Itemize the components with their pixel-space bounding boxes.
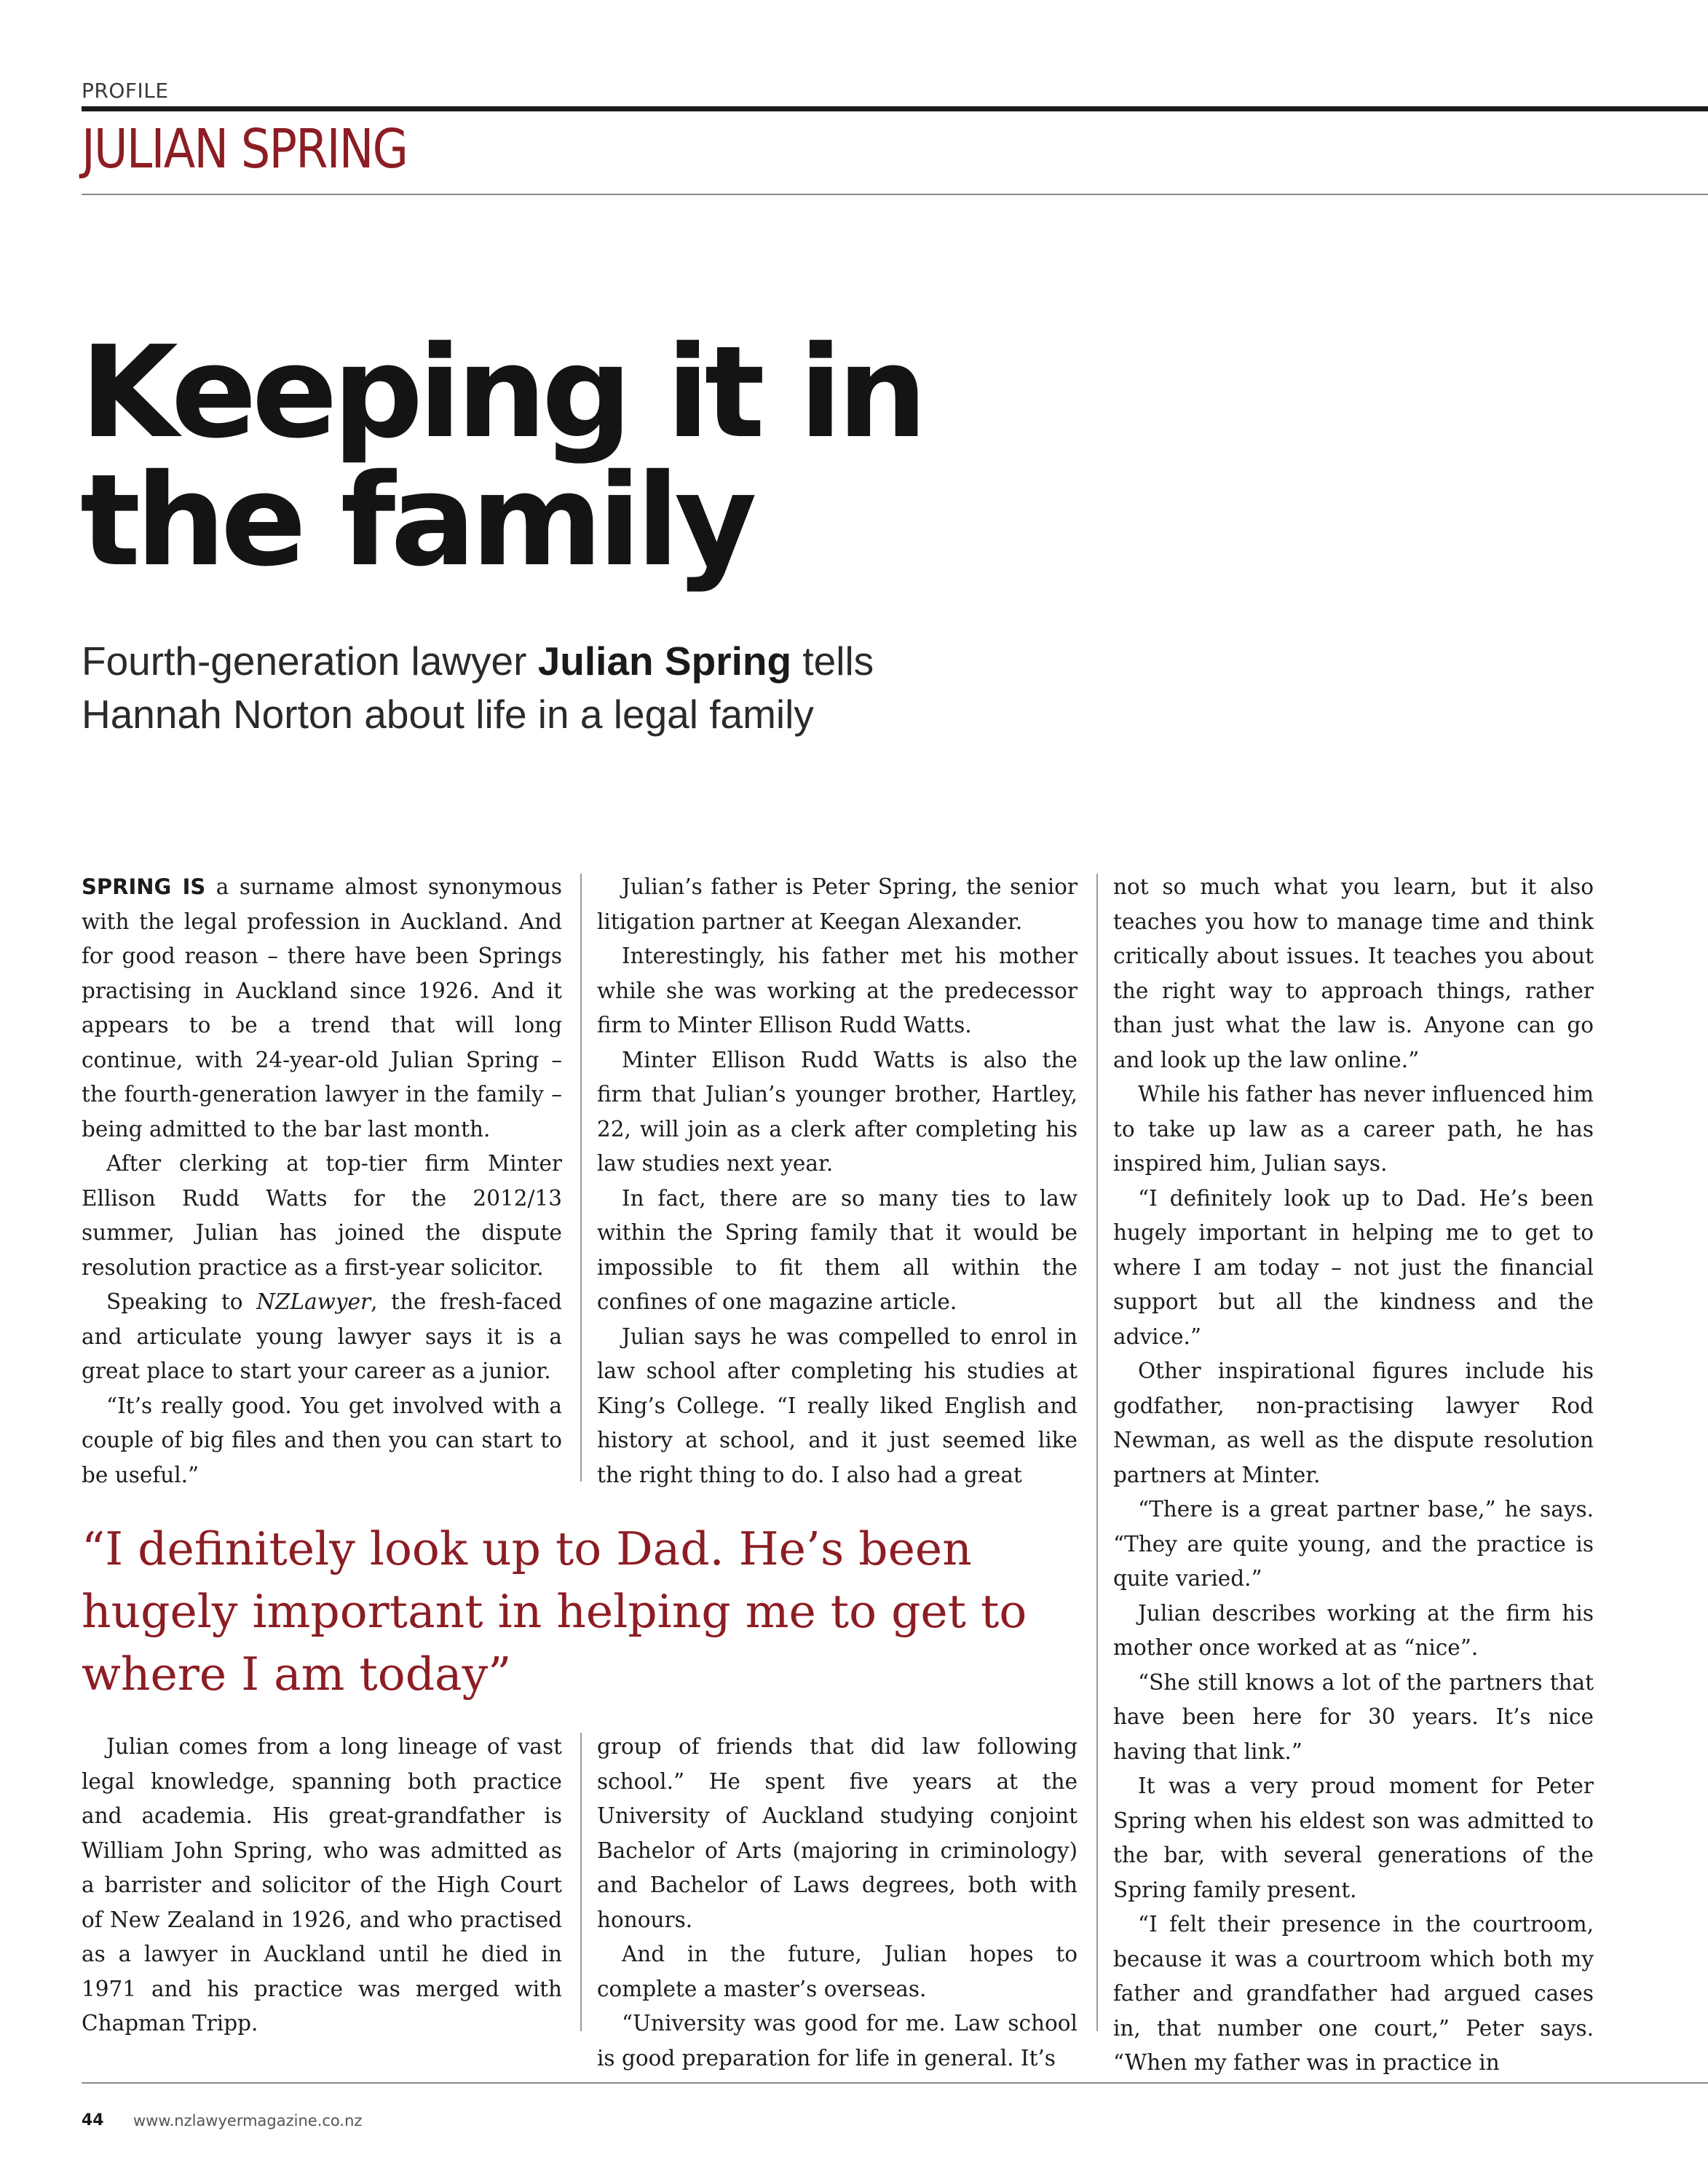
standfirst-subject: Julian Spring (537, 638, 792, 684)
paragraph: “I definitely look up to Dad. He’s been hugely important in helping me to get to where I am today – not just the financial support but all the kindness and the advice.” (1113, 1185, 1594, 1349)
section-label: PROFILE (82, 79, 169, 103)
paragraph-text: Speaking to (106, 1289, 257, 1314)
article-column-1-bottom (82, 1730, 562, 2041)
paragraph: group of friends that did law following school.” He spent five years at the University of Auckland studying conjoint Bachelor of Arts (majoring in criminology) and Bachelor of Laws degrees, both with honours. (597, 1734, 1078, 1932)
paragraph: “I felt their presence in the courtroom, because it was a courtroom which both my father and grandfather had argued cases in, that number one court,” Peter says. “When my father was in practice in (1113, 1912, 1594, 2075)
website-url[interactable]: www.nzlawyermagazine.co.nz (133, 2112, 363, 2129)
column-divider (1096, 874, 1098, 2031)
paragraph: “There is a great partner base,” he says. “They are quite young, and the practice is quite varied.” (1113, 1497, 1594, 1591)
paragraph: Julian describes working at the firm his mother once worked at as “nice”. (1113, 1600, 1594, 1660)
profile-name: JULIAN SPRING (82, 118, 408, 181)
lead-in: SPRING IS (82, 874, 206, 899)
headline-line-1: Keeping it in (80, 319, 922, 467)
standfirst-text-before: Fourth-generation lawyer (82, 638, 538, 684)
header-rule (82, 106, 1708, 111)
page-number: 44 (82, 2111, 104, 2129)
paragraph: Julian comes from a long lineage of vast legal knowledge, spanning both practice and academia. His great-grandfather is William John Spring, who was admitted as a barrister and solicitor of the High Court of New Zealand in 1926, and who practised as a lawyer in Auckland until he died in 1971 and his practice was merged with Chapman Tripp. (82, 1734, 562, 2036)
paragraph (82, 870, 562, 1147)
paragraph: In fact, there are so many ties to law within the Spring family that it would be impossible to fit them all within the confines of one magazine article. (597, 1185, 1078, 1314)
publication-name: NZLawyer (256, 1289, 371, 1314)
paragraph: Julian says he was compelled to enrol in law school after completing his studies at King’s College. “I really liked English and history at school, and it just seemed like the right thing to do. I also had a great (597, 1324, 1078, 1487)
paragraph: Julian’s father is Peter Spring, the senior litigation partner at Keegan Alexander. (597, 874, 1078, 934)
article-column-1-top (82, 870, 562, 1492)
paragraph: Interestingly, his father met his mother while she was working at the predecessor firm to Minter Ellison Rudd Watts. (597, 944, 1078, 1037)
article-column-2-bottom (597, 1730, 1078, 2076)
column-divider (580, 1733, 582, 2031)
paragraph: Other inspirational figures include his godfather, non-practising lawyer Rod Newman, as well as the dispute resolution partners at Minter. (1113, 1359, 1594, 1487)
paragraph-text: a surname almost synonymous with the legal profession in Auckland. And for good reason – there have been Springs practising in Auckland since 1926. And it appears to be a trend that will long continue, with 24-year-old Julian Spring – the fourth-generation lawyer in the family – being admitted to the bar last month. (82, 874, 562, 1142)
paragraph: “It’s really good. You get involved with a couple of big files and then you can start to be useful.” (82, 1393, 562, 1487)
article-column-3 (1113, 870, 1594, 2081)
article-column-2-top (597, 870, 1078, 1492)
standfirst (82, 635, 992, 741)
headline (80, 319, 1027, 595)
paragraph: not so much what you learn, but it also teaches you how to manage time and think critically about issues. It teaches you about the right way to approach things, rather than just what the law is. Anyone can go and look up the law online.” (1113, 874, 1594, 1072)
column-divider (580, 874, 582, 1482)
standfirst-text-after: tells Hannah Norton about life in a legal family (82, 638, 874, 737)
paragraph: While his father has never influenced him to take up law as a career path, he has inspired him, Julian says. (1113, 1082, 1594, 1176)
paragraph: It was a very proud moment for Peter Spring when his eldest son was admitted to the bar, with several generations of the Spring family present. (1113, 1773, 1594, 1902)
paragraph-text: , the fresh-faced and articulate young lawyer says it is a great place to start your career as a junior. (82, 1289, 562, 1383)
paragraph: After clerking at top-tier firm Minter Ellison Rudd Watts for the 2012/13 summer, Julian has joined the dispute resolution practice as a first-year solicitor. (82, 1151, 562, 1280)
header-divider (82, 194, 1708, 195)
paragraph: Minter Ellison Rudd Watts is also the firm that Julian’s younger brother, Hartley, 22, will join as a clerk after completing his law studies next year. (597, 1047, 1078, 1176)
paragraph: And in the future, Julian hopes to complete a master’s overseas. (597, 1942, 1078, 2001)
pull-quote: “I definitely look up to Dad. He’s been hugely important in helping me to get to where I am today” (82, 1522, 1027, 1701)
paragraph: “University was good for me. Law school is good preparation for life in general. It’s (597, 2011, 1078, 2071)
footer-rule (82, 2082, 1708, 2084)
headline-line-2: the family (80, 447, 752, 595)
paragraph (82, 1285, 562, 1389)
paragraph: “She still knows a lot of the partners that have been here for 30 years. It’s nice having that link.” (1113, 1669, 1594, 1764)
